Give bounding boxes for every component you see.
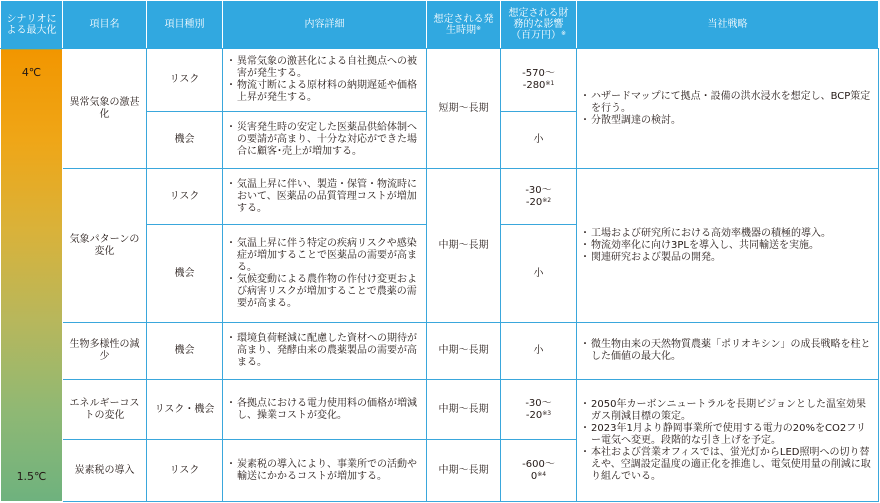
- header-impact: [501, 1, 577, 49]
- type-abnormal-opportunity: 機会: [147, 112, 223, 169]
- header-timing: [427, 1, 501, 49]
- strategy-abnormal: [577, 49, 879, 169]
- item-biodiversity: 生物多様性の減少: [63, 323, 147, 380]
- header-impact-label: 想定される財務的な影響（百万円）: [508, 8, 569, 41]
- list-item: ・ 気温上昇に伴う特定の疾病リスクや感染症が増加することで医薬品の需要が高まる。: [237, 238, 423, 274]
- item-abnormal-weather: 異常気象の激甚化: [63, 49, 147, 169]
- header-timing-label: 想定される発生時期: [433, 13, 494, 36]
- impact-line2-value: -20: [525, 409, 543, 421]
- header-impact-note: ※: [560, 30, 567, 37]
- impact-line2: [504, 80, 573, 92]
- impact-line1: -30〜: [525, 184, 552, 196]
- list-item: ・ 物流効率化に向け3PLを導入し、共同輸送を実施。: [591, 240, 875, 252]
- list-item: ・ 気温上昇に伴い、製造・保管・物流時において、医薬品の品質管理コストが増加する。: [237, 179, 423, 215]
- header-item: 項目名: [63, 1, 147, 49]
- content-energy: [223, 380, 427, 440]
- header-scenario: シナリオによる最大化: [1, 1, 63, 49]
- type-climate-risk: リスク: [147, 169, 223, 225]
- impact-line1: -30〜: [525, 397, 552, 409]
- item-weather-pattern: 気象パターンの変化: [63, 169, 147, 323]
- strategy-energy-carbon: [577, 380, 879, 502]
- scenario-top-label: 4℃: [21, 66, 42, 79]
- timing-energy: 中期〜長期: [427, 380, 501, 440]
- timing-carbon: 中期〜長期: [427, 440, 501, 502]
- impact-abnormal-risk: [501, 49, 577, 112]
- impact-climate-risk: [501, 169, 577, 225]
- impact-line2-value: -280: [522, 80, 546, 91]
- impact-climate-opportunity: 小: [501, 225, 577, 323]
- list-item: ・ 気候変動による農作物の作付け変更および病害リスクが増加することで農薬の需要が高まる。: [237, 274, 423, 310]
- content-abnormal-opportunity: [223, 112, 427, 169]
- impact-line2: [504, 471, 573, 483]
- impact-biodiversity: 小: [501, 323, 577, 380]
- impact-line1: -570〜: [522, 68, 555, 79]
- content-biodiversity: [223, 323, 427, 380]
- list-item: ・ 各拠点における電力使用料の価格が増減し、操業コストが変化。: [237, 398, 423, 422]
- content-carbon: [223, 440, 427, 502]
- list-item: ・ 関連研究および製品の開発。: [591, 252, 875, 264]
- type-energy: リスク・機会: [147, 380, 223, 440]
- timing-abnormal: 短期〜長期: [427, 49, 501, 169]
- list-item: ・ 微生物由来の天然物質農薬「ポリオキシン」の成長戦略を柱とした価値の最大化。: [591, 339, 875, 363]
- type-biodiversity: 機会: [147, 323, 223, 380]
- header-strategy: 当社戦略: [577, 1, 879, 49]
- impact-note: ※3: [542, 409, 552, 417]
- impact-line2: [504, 197, 573, 209]
- impact-energy: [501, 380, 577, 440]
- list-item: ・ 炭素税の導入により、事業所での活動や輸送にかかるコストが増加する。: [237, 459, 423, 483]
- impact-note: ※2: [542, 196, 552, 204]
- header-content: 内容詳細: [223, 1, 427, 49]
- impact-abnormal-opportunity: 小: [501, 112, 577, 169]
- item-energy-cost: エネルギーコストの変化: [63, 380, 147, 440]
- content-climate-opportunity: [223, 225, 427, 323]
- strategy-climate: [577, 169, 879, 323]
- list-item: ・ 2050年カーボンニュートラルを長期ビジョンとした温室効果ガス削減目標の策定。: [591, 399, 875, 423]
- list-item: ・ 2023年1月より静岡事業所で使用する電力の20%をCO2フリー電気へ変更。段階的な引き上げを予定。: [591, 423, 875, 447]
- strategy-biodiversity: [577, 323, 879, 380]
- type-abnormal-risk: リスク: [147, 49, 223, 112]
- list-item: ・ 工場および研究所における高効率機器の積極的導入。: [591, 228, 875, 240]
- timing-climate: 中期〜長期: [427, 169, 501, 323]
- item-carbon-tax: 炭素税の導入: [63, 440, 147, 502]
- type-carbon: リスク: [147, 440, 223, 502]
- impact-note: ※1: [545, 80, 555, 87]
- impact-line2-value: -20: [525, 196, 543, 208]
- impact-line2: [504, 410, 573, 422]
- content-climate-risk: [223, 169, 427, 225]
- type-climate-opportunity: 機会: [147, 225, 223, 323]
- header-type: 項目種別: [147, 1, 223, 49]
- impact-note: ※4: [537, 470, 547, 478]
- content-abnormal-risk: [223, 49, 427, 112]
- impact-line1: -600〜: [522, 458, 555, 470]
- impact-carbon: [501, 440, 577, 502]
- list-item: ・ 本社および営業オフィスでは、蛍光灯からLED照明への切り替えや、空調設定温度の適正化を推進し、電気使用量の削減に取り組んでいる。: [591, 447, 875, 483]
- list-item: ・ 物流寸断による原材料の納期遅延や価格上昇が発生する。: [237, 80, 423, 104]
- list-item: ・ ハザードマップにて拠点・設備の洪水浸水を想定し、BCP策定を行う。: [591, 91, 875, 115]
- list-item: ・ 分散型調達の検討。: [591, 115, 875, 127]
- impact-line2-value: 0: [530, 470, 538, 482]
- list-item: ・ 環境負荷軽減に配慮した資材への期待が高まり、発酵由来の農薬製品の需要が高まる。: [237, 333, 423, 369]
- scenario-bottom-label: 1.5℃: [16, 470, 47, 483]
- timing-biodiversity: 中期〜長期: [427, 323, 501, 380]
- scenario-gradient-bar: [1, 49, 63, 502]
- list-item: ・ 災害発生時の安定した医薬品供給体制への要請が高まり、十分な対応ができた場合に顧客･売上が増加する。: [237, 122, 423, 158]
- header-timing-note: ※: [475, 24, 482, 32]
- list-item: ・ 異常気象の激甚化による自社拠点への被害が発生する。: [237, 56, 423, 80]
